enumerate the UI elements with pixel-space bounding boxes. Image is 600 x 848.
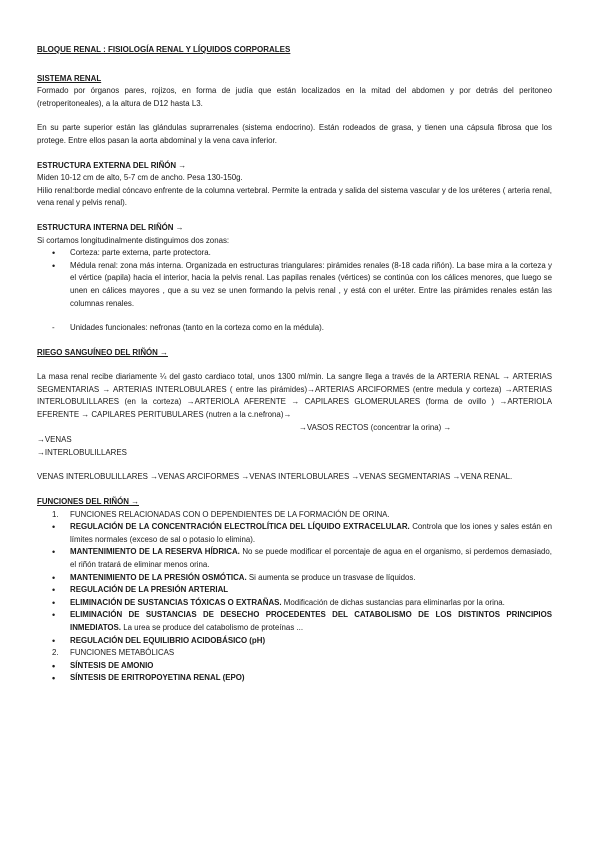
list-funciones-orina [37,521,552,647]
numbered-item-text: FUNCIONES RELACIONADAS CON O DEPENDIENTES DE LA FORMACIÓN DE ORINA. [70,509,390,519]
section-title-sistema-renal: SISTEMA RENAL [37,73,102,83]
numbered-item-2 [37,647,552,660]
list-item: • SÍNTESIS DE ERITROPOYETINA RENAL (EPO) [37,672,552,685]
paragraph-estructura-externa-1: Miden 10-12 cm de alto, 5-7 cm de ancho. Pesa 130-150g. [37,173,243,183]
document-title: BLOQUE RENAL : FISIOLOGÍA RENAL Y LÍQUIDOS CORPORALES [37,45,291,54]
list-item: • Médula renal: zona más interna. Organizada en estructuras triangulares: pirámides renales (8-18 cada riñón). La base mira a la corteza y el vértice (papila) hacia el interior, hacia la pelvis renal. Las papilas renales (vértices) se continúa con los cálices menores, que luego se unen en cálices mayores , que a su vez se unen formando la pelvis renal , y está con el uréter. Entre las pirámides renales están las columnas renales. [37,260,552,310]
section-title-estructura-interna: ESTRUCTURA INTERNA DEL RIÑÓN → [37,222,184,232]
list-number: 1. [52,509,59,519]
list-item: • ELIMINACIÓN DE SUSTANCIAS DE DESECHO PROCEDENTES DEL CATABOLISMO DE LOS DISTINTOS PRINCIPIOS INMEDIATOS. La urea se produce del catabolismo de proteínas ... [37,609,552,634]
line-vasos-rectos: →VASOS RECTOS (concentrar la orina) → [299,422,452,432]
numbered-item-1 [37,509,552,522]
list-item: • REGULACIÓN DE LA CONCENTRACIÓN ELECTROLÍTICA DEL LÍQUIDO EXTRACELULAR. Controla que los iones y sales están en límites normales (exceso de sal o potasio lo elimina). [37,521,552,546]
list-estructura-interna [37,247,552,310]
list-item-unidades-funcionales: - Unidades funcionales: nefronas (tanto en la corteza como en la médula). [37,322,552,335]
line-interlobulillares: →INTERLOBULILLARES [37,447,127,457]
list-item: • MANTENIMIENTO DE LA RESERVA HÍDRICA. No se puede modificar el porcentaje de agua en el organismo, si perdemos demasiado, el riñón tratará de eliminar menos orina. [37,546,552,571]
line-venas-recorrido: VENAS INTERLOBULILLARES →VENAS ARCIFORMES →VENAS INTERLOBULARES →VENAS SEGMENTARIAS →VENA RENAL. [37,472,513,482]
line-venas: →VENAS [37,435,72,445]
paragraph-estructura-interna-intro: Si cortamos longitudinalmente distinguimos dos zonas: [37,235,230,245]
list-item: • MANTENIMIENTO DE LA PRESIÓN OSMÓTICA. Si aumenta se produce un trasvase de líquidos. [37,572,552,585]
numbered-item-text: FUNCIONES METABÓLICAS [70,648,175,658]
section-title-estructura-externa: ESTRUCTURA EXTERNA DEL RIÑÓN → [37,160,187,170]
section-title-riego-sanguineo: RIEGO SANGUÍNEO DEL RIÑÓN → [37,347,168,357]
list-item: • REGULACIÓN DEL EQUILIBRIO ACIDOBÁSICO (pH) [37,635,552,648]
list-item: • ELIMINACIÓN DE SUSTANCIAS TÓXICAS O EXTRAÑAS. Modificación de dichas sustancias para eliminarlas por la orina. [37,597,552,610]
list-item: • Corteza: parte externa, parte protectora. [37,247,552,260]
section-title-funciones: FUNCIONES DEL RIÑÓN → [37,497,140,507]
list-item: • SÍNTESIS DE AMONIO [37,660,552,673]
list-item: • REGULACIÓN DE LA PRESIÓN ARTERIAL [37,584,552,597]
list-number: 2. [52,648,59,658]
list-funciones-metabolicas [37,660,552,685]
paragraph-sistema-renal-2: En su parte superior están las glándulas suprarrenales (sistema endocrino). Están rodeados de grasa, y tienen una cápsula fibrosa que los protege. Entre ellos pasan la aorta abdominal y la vena cava inferior. [37,123,552,145]
paragraph-sistema-renal-1: Formado por órganos pares, rojizos, en forma de judía que están localizados en la mitad del abdomen y por detrás del peritoneo (retroperitoneales), a la altura de D12 hasta L3. [37,86,552,108]
paragraph-estructura-externa-2: Hilio renal:borde medial cóncavo enfrente de la columna vertebral. Permite la entrada y salida del sistema vascular y de los uréteres ( arteria renal, vena renal y pelvis renal). [37,185,552,208]
paragraph-riego-sanguineo: La masa renal recibe diariamente ¼ del gasto cardiaco total, unos 1300 ml/min. La sangre llega a través de la ARTERIA RENAL → ARTERIAS SEGMENTARIAS → ARTERIAS INTERLOBULARES ( entre las pirámides)→ARTERIAS ARCIFORMES (entre medula y corteza) →ARTERIAS INTERLOBULILLARES (en la corteza) →ARTERIOLA AFERENTE → CAPILARES GLOMERULARES (forma de ovillo ) →ARTERIOLA EFERENTE → CAPILARES PERITUBULARES (nutren a la c.nefrona)→ [37,372,552,420]
